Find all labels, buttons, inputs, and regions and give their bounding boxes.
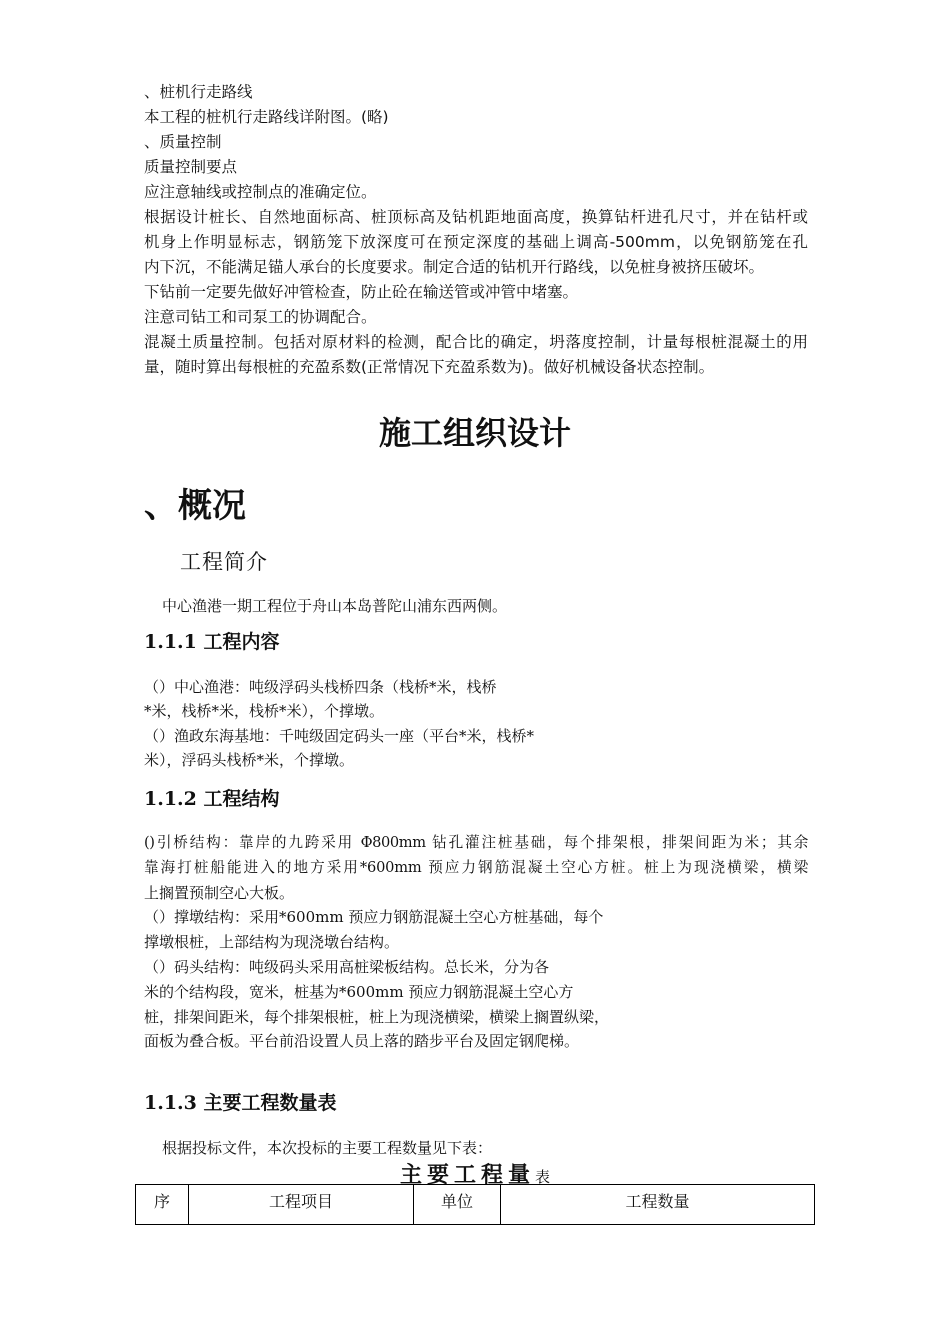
column-header-index: 序 xyxy=(136,1185,189,1225)
text-line: 上搁置预制空心大板。 xyxy=(144,884,295,902)
table-title-main: 主要工程量 xyxy=(399,1162,535,1188)
document-title: 施工组织设计 xyxy=(378,414,571,452)
quantity-table xyxy=(135,1184,815,1225)
text-line: 内下沉，不能满足锚人承台的长度要求。制定合适的钻机开行路线，以免桩身被挤压破坏。 xyxy=(144,258,765,276)
text-line: 混凝土质量控制。包括对原材料的检测，配合比的确定，坍落度控制，计量每根桩混凝土的用 xyxy=(144,333,808,351)
text-line: 面板为叠合板。平台前沿设置人员上落的踏步平台及固定钢爬梯。 xyxy=(144,1032,580,1050)
text-line: 靠海打桩船能进入的地方采用*600mm 预应力钢筋混凝土空心方桩。桩上为现浇横梁，横梁 xyxy=(144,859,808,876)
text-line: 质量控制要点 xyxy=(144,158,238,176)
heading-1-1-1: 1.1.1 工程内容 xyxy=(144,631,280,653)
column-header-quantity: 工程数量 xyxy=(501,1185,815,1225)
text-line: （）撑墩结构：采用*600mm 预应力钢筋混凝土空心方桩基础，每个 xyxy=(144,908,604,926)
text-line: ()引桥结构：靠岸的九跨采用 Φ800mm 钻孔灌注桩基础，每个排架根，排架间距为米；其余 xyxy=(144,834,808,851)
column-header-item: 工程项目 xyxy=(189,1185,414,1225)
text-line: 应注意轴线或控制点的准确定位。 xyxy=(144,183,377,201)
text-line: （）码头结构：吨级码头采用高桩梁板结构。总长米，分为各 xyxy=(144,958,550,976)
text-line: 桩，排架间距米，每个排架根桩，桩上为现浇横梁，横梁上搁置纵梁， xyxy=(144,1008,610,1026)
text-line: 注意司钻工和司泵工的协调配合。 xyxy=(144,308,377,326)
heading-1-1-3: 1.1.3 主要工程数量表 xyxy=(144,1092,337,1114)
text-line: 下钻前一定要先做好冲管检查，防止砼在输送管或冲管中堵塞。 xyxy=(144,283,579,301)
paragraph: 根据投标文件，本次投标的主要工程数量见下表： xyxy=(162,1139,493,1157)
paragraph: 中心渔港一期工程位于舟山本岛普陀山浦东西两侧。 xyxy=(162,597,508,615)
text-line: （）中心渔港：吨级浮码头栈桥四条（栈桥*米，栈桥 xyxy=(144,678,497,696)
text-line: 、质量控制 xyxy=(144,133,222,151)
table-header-row xyxy=(136,1185,815,1225)
text-line: *米，栈桥*米，栈桥*米），个撑墩。 xyxy=(144,702,385,720)
text-line: 、桩机行走路线 xyxy=(144,83,253,101)
text-line: 本工程的桩机行走路线详附图。(略) xyxy=(144,108,389,126)
text-line: 撑墩根桩，上部结构为现浇墩台结构。 xyxy=(144,933,400,951)
text-line: （）渔政东海基地：千吨级固定码头一座（平台*米，栈桥* xyxy=(144,727,535,745)
column-header-unit: 单位 xyxy=(414,1185,501,1225)
text-line: 米），浮码头栈桥*米，个撑墩。 xyxy=(144,751,355,769)
subsection-heading: 工程简介 xyxy=(180,550,268,574)
text-line: 机身上作明显标志，钢筋笼下放深度可在预定深度的基础上调高-500mm，以免钢筋笼在孔 xyxy=(144,233,808,251)
heading-1-1-2: 1.1.2 工程结构 xyxy=(144,788,280,810)
section-heading: 、概况 xyxy=(144,486,246,526)
table-title-suffix: 表 xyxy=(535,1168,551,1186)
text-line: 根据设计桩长、自然地面标高、桩顶标高及钻机距地面高度，换算钻杆进孔尺寸，并在钻杆或 xyxy=(144,208,808,226)
text-line: 量，随时算出每根桩的充盈系数(正常情况下充盈系数为)。做好机械设备状态控制。 xyxy=(144,358,715,376)
text-line: 米的个结构段，宽米，桩基为*600mm 预应力钢筋混凝土空心方 xyxy=(144,983,574,1001)
